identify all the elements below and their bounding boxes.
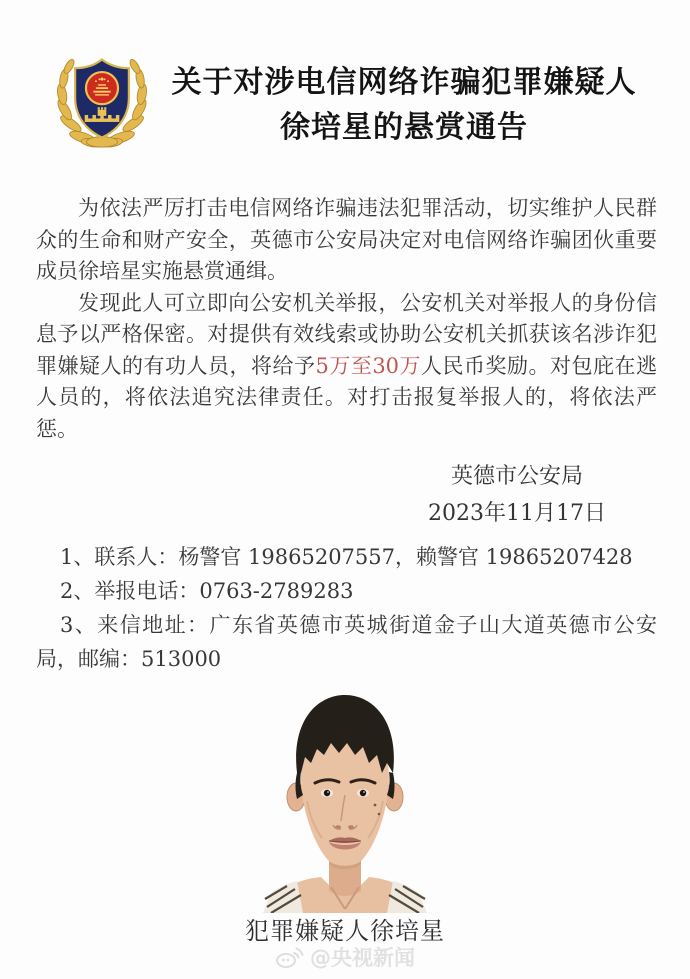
notice-header xyxy=(50,48,654,156)
watermark-text: @央视新闻 xyxy=(310,946,415,970)
suspect-photo xyxy=(251,681,439,913)
paragraph-1-text: 为依法严厉打击电信网络诈骗违法犯罪活动，切实维护人民群众的生命和财产安全，英德市公安局决定对电信网络诈骗团伙重要成员徐培星实施悬赏通缉。 xyxy=(36,196,657,283)
paragraph-1 xyxy=(36,193,657,288)
contact-item-address: 3、来信地址：广东省英德市英城街道金子山大道英德市公安局，邮编：513000 xyxy=(36,613,657,671)
police-emblem-icon xyxy=(50,48,154,156)
contact-item-person: 1、联系人：杨警官 19865207557，赖警官 19865207428 xyxy=(60,545,633,569)
paragraph-2 xyxy=(36,288,657,446)
paragraph-2-text-after: 人民币奖励。对包庇在逃人员的，将依法追究法律责任。对打击报复举报人的，将依法严惩。 xyxy=(36,353,658,441)
contact-item-hotline: 2、举报电话：0763-2789283 xyxy=(60,579,354,603)
reward-amount: 5万至30万 xyxy=(315,353,422,378)
notice-title xyxy=(154,48,654,150)
signature-date: 2023年11月17日 xyxy=(428,501,606,526)
paragraph-2-text-before: 发现此人可立即向公安机关举报，公安机关对举报人的身份信息予以严格保密。对提供有效线索或协助公安机关抓获该名涉诈犯罪嫌疑人的有功人员，将给予 xyxy=(36,290,657,378)
notice-title-line2: 徐培星的悬赏通告 xyxy=(280,110,528,145)
photo-caption: 犯罪嫌疑人徐培星 xyxy=(245,917,445,945)
watermark xyxy=(0,942,690,972)
contact-list xyxy=(36,540,657,676)
signature-block xyxy=(428,458,606,532)
notice-body xyxy=(36,193,657,445)
notice-title-line1: 关于对涉电信网络诈骗犯罪嫌疑人 xyxy=(171,65,637,100)
weibo-icon xyxy=(275,945,305,969)
signature-agency: 英德市公安局 xyxy=(451,464,584,489)
